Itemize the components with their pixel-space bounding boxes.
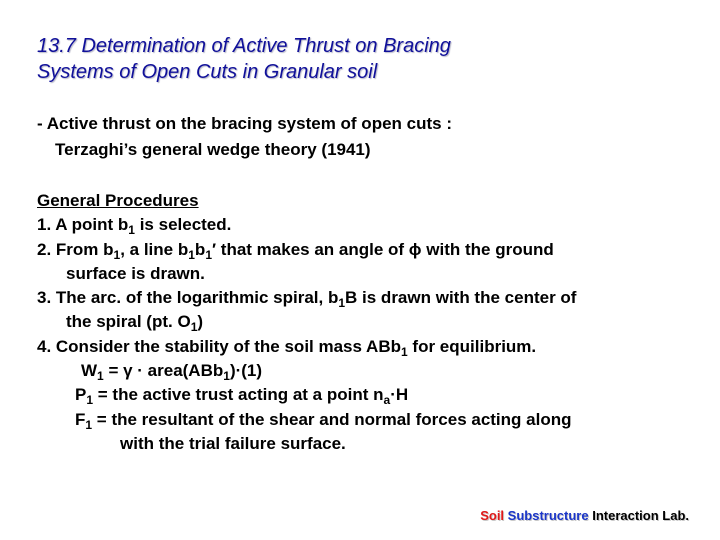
title-line-2: Systems of Open Cuts in Granular soil [37, 61, 378, 83]
intro-line-1: - Active thrust on the bracing system of open cuts : [37, 114, 452, 133]
step-4: 4. Consider the stability of the soil mass ABb$_1$ for equilibrium. [37, 336, 537, 359]
lab-footer [480, 508, 689, 523]
step-2: 2. From $b_1$, a line $b_1b_1'$ that makes an angle of ϕ with the ground [37, 239, 554, 262]
equation-resultant-continued: with the trial failure surface. [120, 433, 346, 453]
footer-soil: Soil [480, 508, 505, 523]
general-procedures [37, 189, 707, 456]
step-2-continued: surface is drawn. [66, 263, 205, 283]
title-line-1: 13.7 Determination of Active Thrust on Bracing [37, 35, 451, 57]
intro-line-2: Terzaghi’s general wedge theory (1941) [55, 140, 371, 159]
equation-active-thrust: $P_1$ = the active trust acting at a point $n_a\cdot H$ [75, 385, 409, 408]
slide-title [37, 33, 697, 85]
footer-substructure: Substructure [507, 508, 589, 523]
procedures-heading: General Procedures [37, 191, 199, 210]
step-1: 1. A point $b_1$ is selected. [37, 215, 232, 238]
step-3: 3. The arc. of the logarithmic spiral, $b_1B$ is drawn with the center of [37, 288, 577, 311]
equation-weight: $W_1 = \gamma$ · area(ABb$_1$)·(1) [81, 361, 263, 384]
footer-lab: Interaction Lab. [592, 508, 689, 523]
equation-resultant: $F_1$ = the resultant of the shear and normal forces acting along [75, 409, 572, 432]
step-3-continued: the spiral (pt. $O_1$) [66, 312, 204, 335]
intro-text [37, 111, 707, 163]
